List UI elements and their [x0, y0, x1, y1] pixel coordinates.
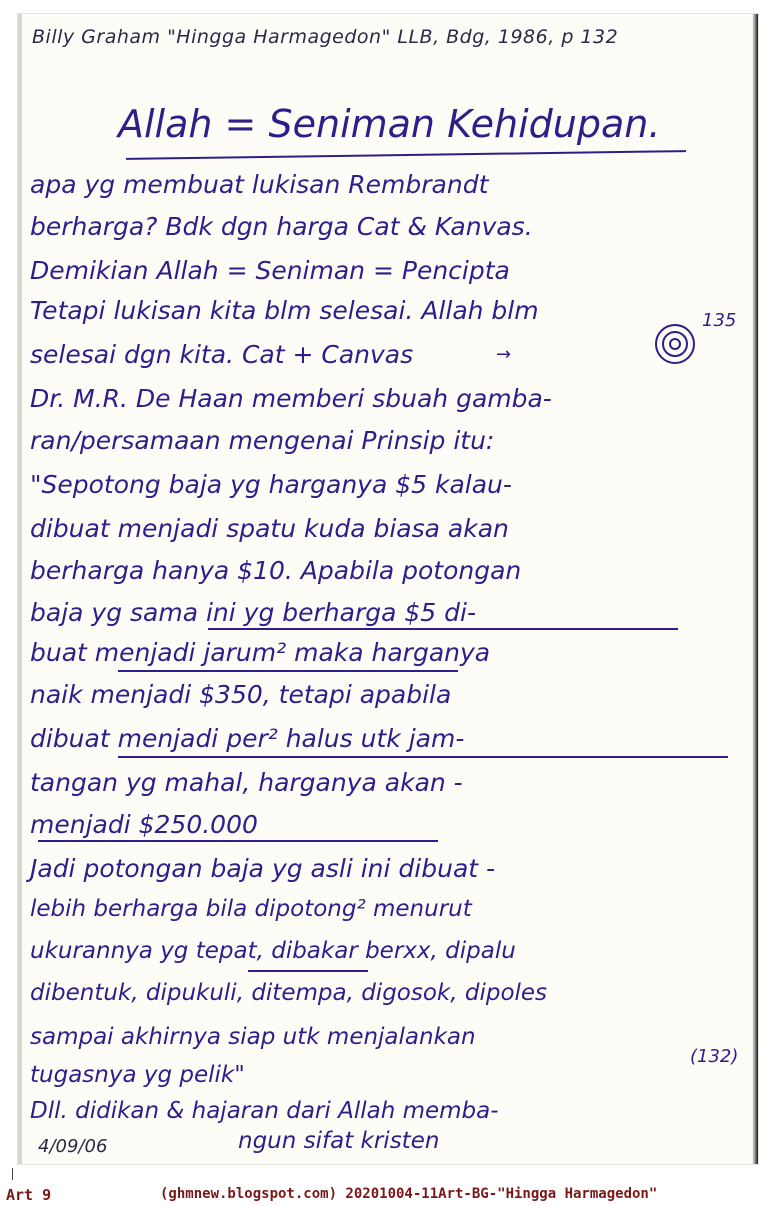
- underline: [248, 970, 368, 972]
- note-line: tugasnya yg pelik": [30, 1062, 245, 1088]
- margin-note-135: 135: [702, 310, 737, 331]
- note-line: ngun sifat kristen: [238, 1128, 440, 1154]
- card-left-edge: [18, 14, 22, 1164]
- note-line: Dr. M.R. De Haan memberi sbuah gamba-: [30, 384, 552, 413]
- underline: [38, 840, 438, 842]
- citation-header: Billy Graham "Hingga Harmagedon" LLB, Bdg, 1986, p 132: [32, 26, 619, 48]
- note-line: tangan yg mahal, harganya akan -: [30, 768, 463, 797]
- note-line: dibuat menjadi spatu kuda biasa akan: [30, 514, 509, 543]
- note-title: Allah = Seniman Kehidupan.: [118, 102, 661, 146]
- footer-label: Art 9: [6, 1186, 52, 1204]
- note-line: menjadi $250.000: [30, 810, 258, 839]
- underline: [118, 756, 728, 758]
- note-line: Demikian Allah = Seniman = Pencipta: [30, 256, 510, 285]
- title-underline: [126, 150, 686, 160]
- note-line: sampai akhirnya siap utk menjalankan: [30, 1024, 476, 1050]
- underline: [118, 670, 458, 672]
- note-line: ran/persamaan mengenai Prinsip itu:: [30, 426, 495, 455]
- note-line: apa yg membuat lukisan Rembrandt: [30, 170, 489, 199]
- note-line: buat menjadi jarum² maka harganya: [30, 638, 491, 667]
- note-line: ukurannya yg tepat, dibakar berxx, dipalu: [30, 938, 516, 964]
- note-line: dibuat menjadi per² halus utk jam-: [30, 724, 465, 753]
- margin-note-132: (132): [690, 1046, 739, 1067]
- card-right-shadow: [752, 14, 758, 1164]
- underline: [208, 628, 678, 630]
- note-line: Tetapi lukisan kita blm selesai. Allah blm: [30, 296, 539, 325]
- note-line: berharga hanya $10. Apabila potongan: [30, 556, 522, 585]
- note-line: selesai dgn kita. Cat + Canvas: [30, 340, 414, 369]
- note-line: lebih berharga bila dipotong² menurut: [30, 896, 472, 922]
- note-card: [18, 14, 758, 1164]
- note-line: naik menjadi $350, tetapi apabila: [30, 680, 452, 709]
- note-date: 4/09/06: [38, 1136, 108, 1157]
- footer-source: (ghmnew.blogspot.com) 20201004-11Art-BG-"Hingga Harmagedon": [160, 1186, 658, 1202]
- arrow-glyph: →: [496, 344, 512, 365]
- note-line: dibentuk, dipukuli, ditempa, digosok, dipoles: [30, 980, 548, 1006]
- note-line: Jadi potongan baja yg asli ini dibuat -: [30, 854, 496, 883]
- target-icon: [653, 322, 697, 366]
- corner-tick: [12, 1168, 13, 1180]
- note-line: Dll. didikan & hajaran dari Allah memba-: [30, 1098, 499, 1124]
- note-line: "Sepotong baja yg harganya $5 kalau-: [30, 470, 512, 499]
- note-line: berharga? Bdk dgn harga Cat & Kanvas.: [30, 212, 533, 241]
- note-line: baja yg sama ini yg berharga $5 di-: [30, 598, 476, 627]
